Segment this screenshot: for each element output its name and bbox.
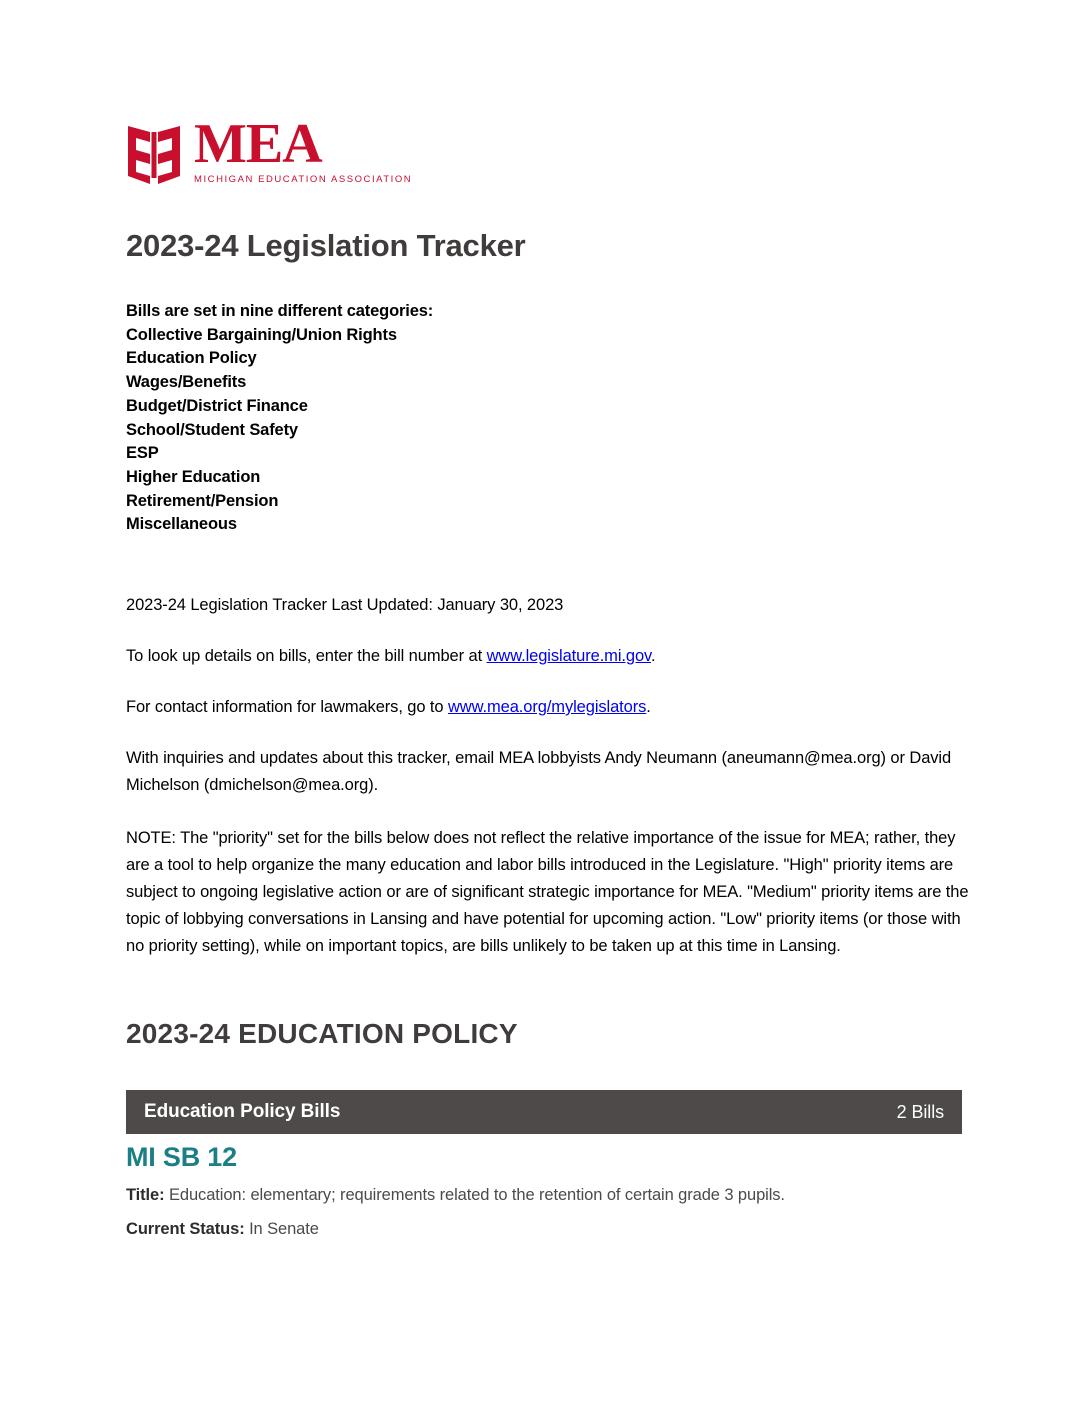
bill-entry [126,1140,926,1246]
section-bar-label: Education Policy Bills [144,1101,341,1122]
section-bar-count: 2 Bills [896,1101,944,1122]
categories-list [126,300,726,537]
lookup-suffix: . [650,647,656,665]
category-item: Collective Bargaining/Union Rights [126,325,397,344]
contact-suffix: . [646,698,651,716]
bill-title-row [126,1178,926,1212]
bill-number-link[interactable]: MI SB 12 [126,1142,237,1172]
bill-title-label: Title: [126,1186,165,1204]
priority-note-paragraph: NOTE: The "priority" set for the bills below does not reflect the relative importance of the issue for MEA; rather, they are a tool to help organize the many education and labor bills introduced in the Legislature. "High" priority items are subject to ongoing legislative action or are of significant strategic importance for MEA. "Medium" priority items are the topic of lobbying conversations in Lansing and have potential for upcoming action. "Low" priority items (or those with no priority setting), while on important topics, are bills unlikely to be taken up at this time in Lansing. [126,829,969,955]
category-item: School/Student Safety [126,420,298,439]
category-item: Education Policy [126,349,257,368]
logo-wordmark: MEA [194,113,322,175]
mea-logo [126,113,413,186]
mea-shield-icon [126,124,182,186]
bill-status-row [126,1212,926,1246]
section-heading: 2023-24 EDUCATION POLICY [126,1018,518,1049]
lookup-prefix: To look up details on bills, enter the bill number at [126,647,487,665]
category-item: Budget/District Finance [126,396,308,415]
contact-prefix: For contact information for lawmakers, go to [126,698,448,716]
category-item: ESP [126,444,159,463]
bill-status-label: Current Status: [126,1220,245,1238]
page-title: 2023-24 Legislation Tracker [126,228,526,263]
inquiries-paragraph: With inquiries and updates about this tracker, email MEA lobbyists Andy Neumann (aneumann@mea.org) or David Michelson (dmichelson@mea.org). [126,749,952,794]
intro-body [126,592,971,960]
category-item: Retirement/Pension [126,491,279,510]
category-item: Higher Education [126,467,261,486]
last-updated-line: 2023-24 Legislation Tracker Last Updated: January 30, 2023 [126,596,564,614]
categories-intro: Bills are set in nine different categories: [126,302,434,320]
lookup-paragraph [126,643,971,670]
category-item: Miscellaneous [126,515,237,534]
legislature-link[interactable]: www.legislature.mi.gov [486,647,651,665]
bill-title-value: Education: elementary; requirements related to the retention of certain grade 3 pupils. [169,1186,785,1204]
section-header-bar [126,1090,962,1134]
contact-paragraph [126,694,971,721]
logo-tagline: MICHIGAN EDUCATION ASSOCIATION [194,174,413,186]
category-item: Wages/Benefits [126,373,247,392]
bill-status-value: In Senate [249,1220,319,1238]
mylegislators-link[interactable]: www.mea.org/mylegislators [447,698,647,716]
